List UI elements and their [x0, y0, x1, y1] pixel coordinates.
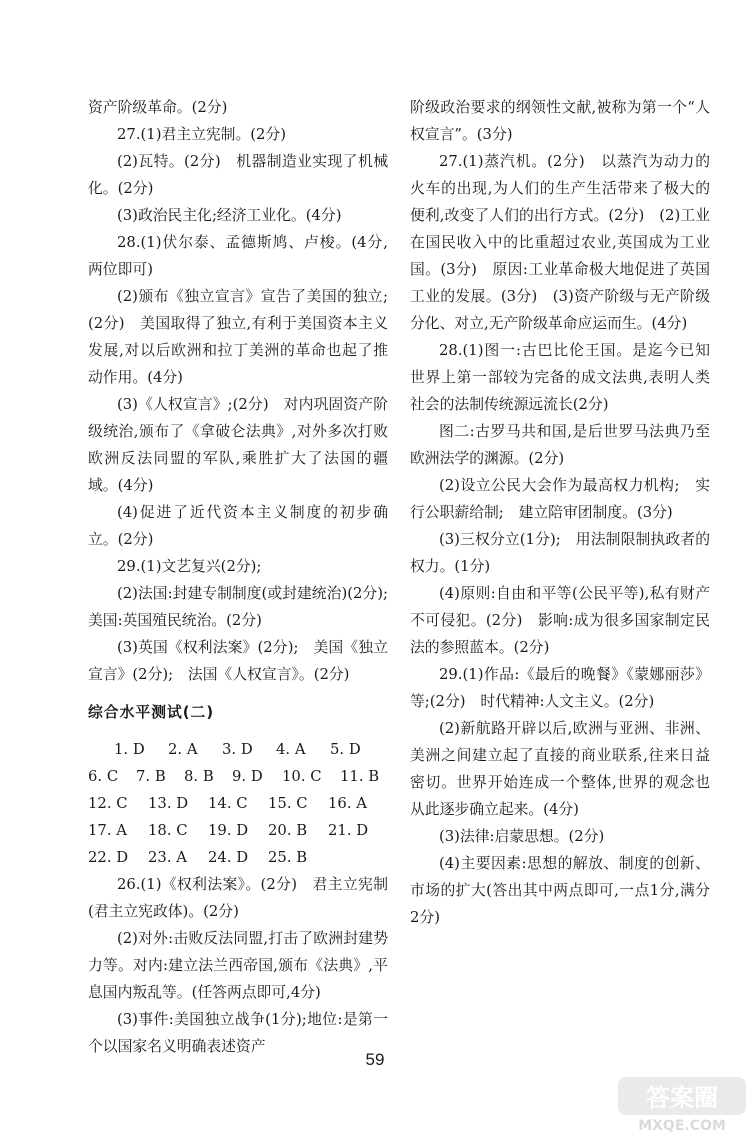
answer-paragraph: (2)瓦特。(2分) 机器制造业实现了机械化。(2分)	[88, 153, 388, 197]
mc-row	[88, 844, 388, 871]
mc-row	[88, 736, 388, 763]
mc-answer: 9. D	[232, 768, 263, 785]
svg-text:答案圈: 答案圈	[646, 1084, 718, 1112]
answer-paragraph: (4)主要因素:思想的解放、制度的创新、市场的扩大(答出其中两点即可,一点1分,满分2分)	[410, 855, 710, 926]
mc-answer: 25. B	[268, 849, 308, 866]
mc-answer: 11. B	[340, 768, 380, 785]
section-title: 综合水平测试(二)	[88, 704, 215, 721]
page-number: 59	[365, 1050, 385, 1069]
watermark-logo	[616, 1075, 748, 1135]
answer-paragraph: 29.(1)文艺复兴(2分);	[117, 558, 262, 575]
answer-paragraph: (2)颁布《独立宣言》宣告了美国的独立;(2分) 美国取得了独立,有利于美国资本主义发展,对以后欧洲和拉丁美洲的革命也起了推动作用。(4分)	[88, 288, 388, 386]
answer-paragraph: 26.(1)《权利法案》。(2分) 君主立宪制(君主立宪政体)。(2分)	[88, 876, 388, 920]
multiple-choice-answers	[88, 736, 388, 871]
mc-answer: 8. B	[184, 768, 214, 785]
right-column	[410, 94, 710, 931]
mc-answer: 17. A	[88, 822, 127, 839]
answer-paragraph: 阶级政治要求的纲领性文献,被称为第一个“人权宣言”。(3分)	[410, 99, 710, 143]
answer-paragraph: 28.(1)图一:古巴比伦王国。是迄今已知世界上第一部较为完备的成文法典,表明人类社会的法制传统源远流长(2分)	[410, 342, 710, 413]
mc-answer: 2. A	[168, 741, 198, 758]
mc-answer: 3. D	[222, 741, 253, 758]
mc-answer: 20. B	[268, 822, 308, 839]
mc-row	[88, 763, 388, 790]
mc-answer: 18. C	[148, 822, 188, 839]
mc-row	[88, 790, 388, 817]
mc-answer: 16. A	[328, 795, 367, 812]
mc-answer: 22. D	[88, 849, 129, 866]
mc-answer: 10. C	[282, 768, 322, 785]
answer-paragraph: (2)新航路开辟以后,欧洲与亚洲、非洲、美洲之间建立起了直接的商业联系,往来日益密切。世界开始连成一个整体,世界的观念也从此逐步确立起来。(4分)	[410, 720, 710, 818]
mc-row	[88, 817, 388, 844]
mc-answer: 21. D	[328, 822, 369, 839]
answer-paragraph: 29.(1)作品:《最后的晚餐》《蒙娜丽莎》等;(2分) 时代精神:人文主义。(2分)	[410, 666, 710, 710]
mc-answer: 12. C	[88, 795, 128, 812]
answer-paragraph: (3)英国《权利法案》(2分); 美国《独立宣言》(2分); 法国《人权宣言》。(2分)	[88, 639, 388, 683]
answer-paragraph: 27.(1)君主立宪制。(2分)	[117, 126, 287, 143]
left-column	[88, 94, 403, 1060]
mc-answer: 24. D	[208, 849, 249, 866]
answer-paragraph: (3)事件:美国独立战争(1分);地位:是第一个以国家名义明确表述资产	[88, 1011, 388, 1055]
mc-answer: 7. B	[136, 768, 166, 785]
answer-paragraph: (4)促进了近代资本主义制度的初步确立。(2分)	[88, 504, 388, 548]
answer-paragraph: 图二:古罗马共和国,是后世罗马法典乃至欧洲法学的渊源。(2分)	[410, 423, 710, 467]
mc-answer: 15. C	[268, 795, 308, 812]
mc-answer: 14. C	[208, 795, 248, 812]
answer-paragraph: (2)设立公民大会作为最高权力机构; 实行公职薪给制; 建立陪审团制度。(3分)	[410, 477, 710, 521]
mc-answer: 1. D	[114, 741, 145, 758]
svg-text:MXQE.COM: MXQE.COM	[638, 1118, 726, 1134]
answer-paragraph: (3)法律:启蒙思想。(2分)	[439, 828, 605, 845]
answer-paragraph: 28.(1)伏尔泰、孟德斯鸠、卢梭。(4分,两位即可)	[88, 234, 388, 278]
mc-answer: 4. A	[276, 741, 306, 758]
answer-paragraph: 27.(1)蒸汽机。(2分) 以蒸汽为动力的火车的出现,为人们的生产生活带来了极大的便利,改变了人们的出行方式。(2分) (2)工业在国民收入中的比重超过农业,英国成为工业国。(3分) 原因:工业革命极大地促进了英国工业的发展。(3分) (3)资产阶级与无产阶级分化、对立,无产阶级革命应运而生。(4分)	[410, 153, 710, 332]
answer-paragraph: (2)法国:封建专制制度(或封建统治)(2分); 美国:英国殖民统治。(2分)	[88, 585, 403, 629]
mc-answer: 19. D	[208, 822, 249, 839]
answer-paragraph: (3)三权分立(1分); 用法制限制执政者的权力。(1分)	[410, 531, 710, 575]
mc-answer: 13. D	[148, 795, 189, 812]
answer-paragraph: (3)政治民主化;经济工业化。(4分)	[117, 207, 342, 224]
answer-paragraph: 资产阶级革命。(2分)	[88, 99, 228, 116]
answer-paragraph: (4)原则:自由和平等(公民平等),私有财产不可侵犯。(2分) 影响:成为很多国家制定民法的参照蓝本。(2分)	[410, 585, 710, 656]
answer-paragraph: (3)《人权宣言》;(2分) 对内巩固资产阶级统治,颁布了《拿破仑法典》,对外多次打败欧洲反法同盟的军队,乘胜扩大了法国的疆域。(4分)	[88, 396, 388, 494]
answer-paragraph: (2)对外:击败反法同盟,打击了欧洲封建势力等。对内:建立法兰西帝国,颁布《法典》,平息国内叛乱等。(任答两点即可,4分)	[88, 930, 388, 1001]
mc-answer: 6. C	[88, 768, 119, 785]
mc-answer: 23. A	[148, 849, 187, 866]
mc-answer: 5. D	[330, 741, 361, 758]
